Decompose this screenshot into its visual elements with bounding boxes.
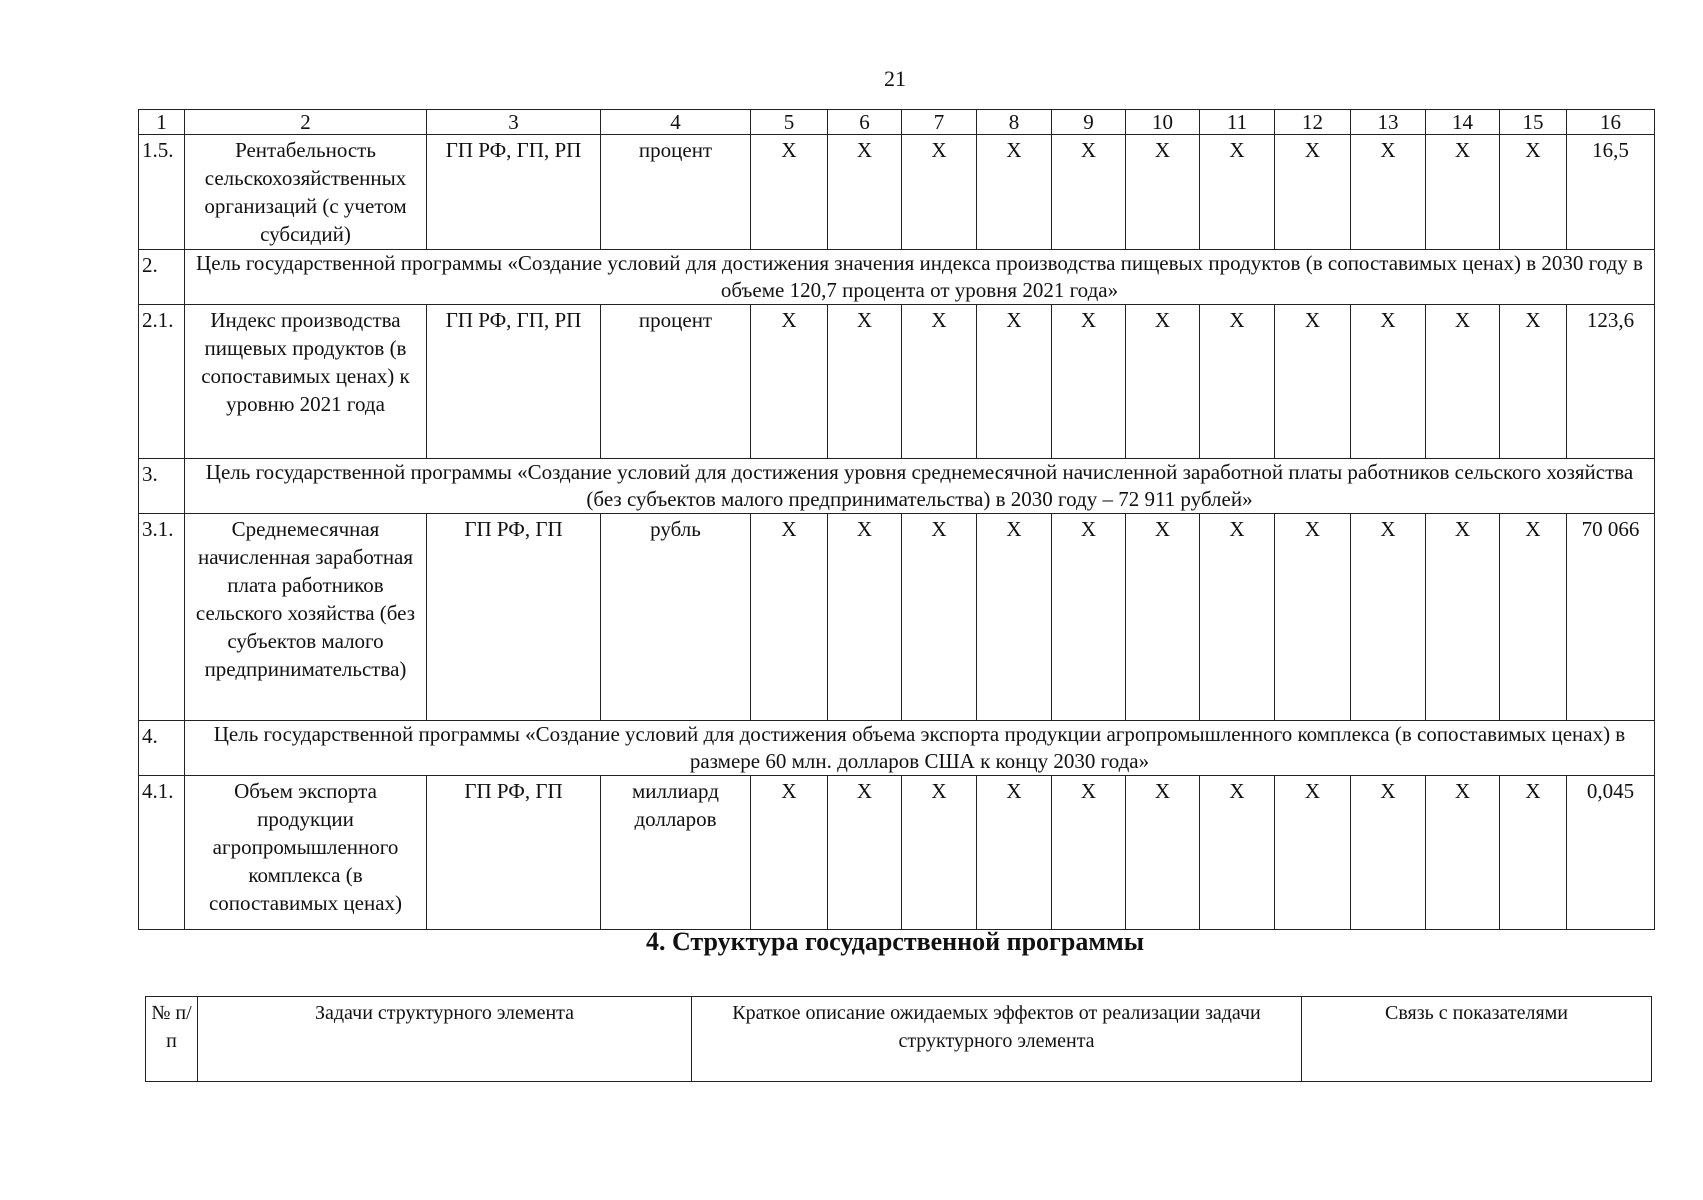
goal-text: Цель государственной программы «Создание условий для достижения значения индекса производства пищевых продуктов (в сопоставимых ценах) в 2030 году в объеме 120,7 процента от уровня 2021 года» (185, 250, 1655, 305)
indicator-number: 3.1. (139, 514, 185, 721)
column-number-header: 14 (1426, 110, 1500, 135)
indicator-mark: Х (1126, 135, 1200, 250)
indicator-mark: Х (751, 514, 828, 721)
indicator-mark: Х (1426, 514, 1500, 721)
indicator-name: Объем экспорта продукции агропромышленного комплекса (в сопоставимых ценах) (185, 776, 427, 930)
indicator-row (139, 776, 1655, 930)
indicator-number: 2.1. (139, 305, 185, 459)
indicator-row (139, 135, 1655, 250)
table-header-row (139, 110, 1655, 135)
column-number-header: 15 (1500, 110, 1567, 135)
column-number-header: 11 (1200, 110, 1275, 135)
goal-text: Цель государственной программы «Создание условий для достижения объема экспорта продукции агропромышленного комплекса (в сопоставимых ценах) в размере 60 млн. долларов США к концу 2030 года» (185, 721, 1655, 776)
indicator-unit: процент (601, 135, 751, 250)
indicators-table (138, 109, 1655, 930)
indicator-mark: Х (751, 776, 828, 930)
column-number-header: 13 (1351, 110, 1426, 135)
column-number-header: 1 (139, 110, 185, 135)
indicator-mark: Х (977, 514, 1052, 721)
indicator-mark: Х (1351, 514, 1426, 721)
indicator-mark: Х (828, 776, 902, 930)
indicator-mark: Х (1500, 305, 1567, 459)
indicator-mark: Х (1275, 776, 1351, 930)
indicator-mark: Х (1351, 776, 1426, 930)
column-number-header: 8 (977, 110, 1052, 135)
goal-number: 4. (139, 721, 185, 776)
indicator-target-value: 16,5 (1567, 135, 1655, 250)
indicator-mark: Х (1426, 776, 1500, 930)
indicator-mark: Х (1500, 514, 1567, 721)
section-title: 4. Структура государственной программы (645, 927, 1145, 956)
column-number-header: 7 (902, 110, 977, 135)
indicator-level: ГП РФ, ГП, РП (427, 305, 601, 459)
indicator-mark: Х (1052, 305, 1126, 459)
structure-header-num: № п/п (146, 997, 198, 1082)
column-number-header: 9 (1052, 110, 1126, 135)
structure-header-row (146, 997, 1652, 1082)
indicator-mark: Х (1426, 135, 1500, 250)
indicator-mark: Х (1052, 135, 1126, 250)
indicator-name: Среднемесячная начисленная заработная плата работников сельского хозяйства (без субъектов малого предпринимательства) (185, 514, 427, 721)
indicator-unit: миллиард долларов (601, 776, 751, 930)
indicator-mark: Х (828, 305, 902, 459)
goal-number: 3. (139, 459, 185, 514)
indicator-mark: Х (902, 514, 977, 721)
goal-row (139, 459, 1655, 514)
goal-row (139, 250, 1655, 305)
indicator-mark: Х (1426, 305, 1500, 459)
structure-table (145, 996, 1652, 1082)
indicator-mark: Х (1126, 305, 1200, 459)
indicator-name: Рентабельность сельскохозяйственных организаций (с учетом субсидий) (185, 135, 427, 250)
indicator-mark: Х (1200, 135, 1275, 250)
column-number-header: 5 (751, 110, 828, 135)
indicator-unit: процент (601, 305, 751, 459)
indicator-mark: Х (1275, 135, 1351, 250)
column-number-header: 4 (601, 110, 751, 135)
indicator-name: Индекс производства пищевых продуктов (в сопоставимых ценах) к уровню 2021 года (185, 305, 427, 459)
column-number-header: 3 (427, 110, 601, 135)
indicator-mark: Х (1275, 514, 1351, 721)
indicator-mark: Х (1275, 305, 1351, 459)
structure-header-effects: Краткое описание ожидаемых эффектов от реализации задачи структурного элемента (692, 997, 1302, 1082)
indicator-target-value: 70 066 (1567, 514, 1655, 721)
indicator-mark: Х (1200, 305, 1275, 459)
indicator-level: ГП РФ, ГП (427, 776, 601, 930)
indicator-row (139, 514, 1655, 721)
indicator-mark: Х (902, 135, 977, 250)
indicator-mark: Х (902, 305, 977, 459)
indicator-mark: Х (1351, 135, 1426, 250)
page-number: 21 (884, 66, 906, 91)
indicator-unit: рубль (601, 514, 751, 721)
goal-row (139, 721, 1655, 776)
indicator-level: ГП РФ, ГП (427, 514, 601, 721)
indicator-mark: Х (1052, 514, 1126, 721)
indicator-mark: Х (1351, 305, 1426, 459)
indicator-mark: Х (1500, 776, 1567, 930)
indicator-mark: Х (977, 305, 1052, 459)
goal-number: 2. (139, 250, 185, 305)
indicator-mark: Х (977, 776, 1052, 930)
indicator-row (139, 305, 1655, 459)
indicator-level: ГП РФ, ГП, РП (427, 135, 601, 250)
indicator-number: 4.1. (139, 776, 185, 930)
indicator-mark: Х (828, 514, 902, 721)
indicator-mark: Х (1126, 776, 1200, 930)
goal-text: Цель государственной программы «Создание условий для достижения уровня среднемесячной начисленной заработной платы работников сельского хозяйства (без субъектов малого предпринимательства) в 2030 году – 72 911 рублей» (185, 459, 1655, 514)
column-number-header: 2 (185, 110, 427, 135)
structure-header-tasks: Задачи структурного элемента (198, 997, 692, 1082)
indicator-target-value: 0,045 (1567, 776, 1655, 930)
indicator-mark: Х (1126, 514, 1200, 721)
indicator-target-value: 123,6 (1567, 305, 1655, 459)
indicator-mark: Х (977, 135, 1052, 250)
column-number-header: 10 (1126, 110, 1200, 135)
indicator-mark: Х (751, 305, 828, 459)
indicator-mark: Х (828, 135, 902, 250)
column-number-header: 12 (1275, 110, 1351, 135)
indicator-mark: Х (1200, 514, 1275, 721)
indicator-mark: Х (751, 135, 828, 250)
structure-header-link: Связь с показателями (1302, 997, 1652, 1082)
column-number-header: 16 (1567, 110, 1655, 135)
indicator-mark: Х (902, 776, 977, 930)
column-number-header: 6 (828, 110, 902, 135)
indicator-mark: Х (1052, 776, 1126, 930)
indicator-number: 1.5. (139, 135, 185, 250)
indicator-mark: Х (1200, 776, 1275, 930)
indicator-mark: Х (1500, 135, 1567, 250)
